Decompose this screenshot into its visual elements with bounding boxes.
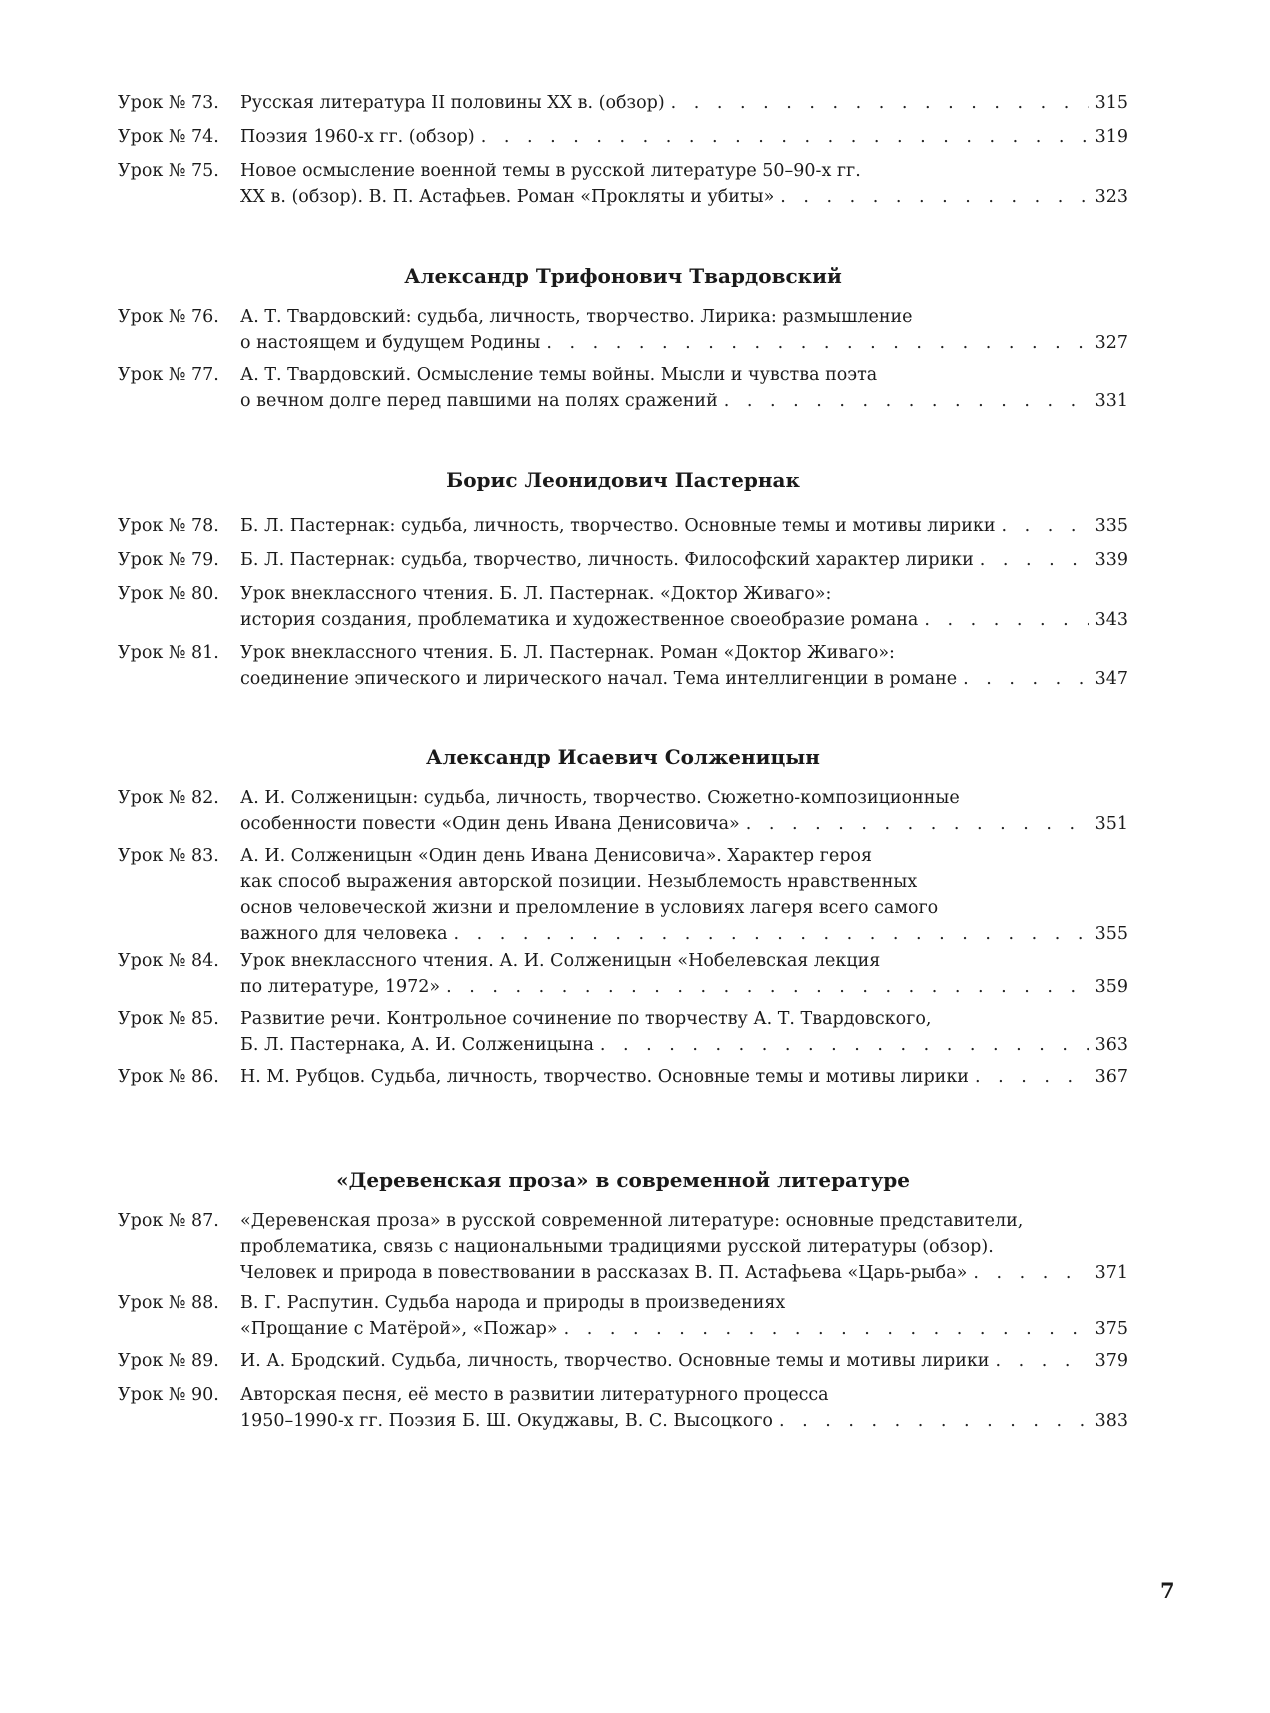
dot-leader [564, 1316, 1089, 1342]
lesson-title-line: Урок внеклассного чтения. А. И. Солженицын «Нобелевская лекция [240, 951, 881, 971]
dot-leader [724, 388, 1089, 414]
lesson-title-line: Человек и природа в повествовании в рассказах В. П. Астафьева «Царь-рыба» [240, 1263, 968, 1283]
toc-entry-lesson-81[interactable] [118, 640, 1128, 692]
dot-leader [671, 90, 1089, 116]
toc-entry-lesson-89[interactable] [118, 1348, 1128, 1374]
lesson-number: Урок № 90. [118, 1385, 219, 1405]
page-ref: 331 [1094, 391, 1128, 411]
dot-leader [546, 330, 1088, 356]
lesson-title-line: А. И. Солженицын: судьба, личность, творчество. Сюжетно-композиционные [240, 788, 960, 808]
dot-leader [454, 921, 1089, 947]
page-number: 7 [1160, 1578, 1175, 1603]
lesson-title-line: А. И. Солженицын «Один день Ивана Денисовича». Характер героя [240, 846, 872, 866]
section-heading-solzhenitsyn: Александр Исаевич Солженицын [426, 745, 820, 769]
toc-entry-lesson-82[interactable] [118, 785, 1128, 837]
lesson-title-line: Урок внеклассного чтения. Б. Л. Пастернак. Роман «Доктор Живаго»: [240, 643, 895, 663]
lesson-number: Урок № 84. [118, 951, 219, 971]
dot-leader [975, 1064, 1089, 1090]
page-ref: 323 [1094, 187, 1128, 207]
dot-leader [779, 1408, 1089, 1434]
lesson-title-line: «Деревенская проза» в русской современной литературе: основные представители, [240, 1211, 1024, 1231]
lesson-number: Урок № 88. [118, 1293, 219, 1313]
lesson-number: Урок № 82. [118, 788, 219, 808]
section-heading-tvardovsky: Александр Трифонович Твардовский [404, 264, 842, 288]
page-ref: 343 [1094, 610, 1128, 630]
lesson-title: Н. М. Рубцов. Судьба, личность, творчество. Основные темы и мотивы лирики [240, 1067, 969, 1087]
page-ref: 371 [1094, 1263, 1128, 1283]
section-heading-village-prose: «Деревенская проза» в современной литературе [336, 1168, 910, 1192]
lesson-number: Урок № 74. [118, 127, 219, 147]
toc-entry-lesson-87[interactable] [118, 1208, 1128, 1286]
toc-entry-lesson-83[interactable] [118, 843, 1128, 947]
lesson-number: Урок № 86. [118, 1067, 219, 1087]
page-ref: 347 [1094, 669, 1128, 689]
toc-entry-lesson-84[interactable] [118, 948, 1128, 1000]
lesson-title-line: история создания, проблематика и художественное своеобразие романа [240, 610, 919, 630]
toc-entry-lesson-88[interactable] [118, 1290, 1128, 1342]
lesson-number: Урок № 85. [118, 1009, 219, 1029]
lesson-number: Урок № 80. [118, 584, 219, 604]
page-ref: 327 [1094, 333, 1128, 353]
section-heading-pasternak: Борис Леонидович Пастернак [446, 468, 800, 492]
page-ref: 367 [1094, 1067, 1128, 1087]
page-ref: 383 [1094, 1411, 1128, 1431]
page-ref: 379 [1094, 1351, 1128, 1371]
lesson-number: Урок № 83. [118, 846, 219, 866]
lesson-number: Урок № 87. [118, 1211, 219, 1231]
toc-entry-lesson-74[interactable] [118, 124, 1128, 150]
toc-entry-lesson-86[interactable] [118, 1064, 1128, 1090]
lesson-title-line: важного для человека [240, 924, 448, 944]
lesson-title: И. А. Бродский. Судьба, личность, творчество. Основные темы и мотивы лирики [240, 1351, 990, 1371]
lesson-title-line: по литературе, 1972» [240, 977, 441, 997]
page-ref: 319 [1094, 127, 1128, 147]
toc-entry-lesson-90[interactable] [118, 1382, 1128, 1434]
lesson-title-line: как способ выражения авторской позиции. Незыблемость нравственных [240, 872, 918, 892]
dot-leader [995, 1348, 1088, 1374]
toc-entry-lesson-85[interactable] [118, 1006, 1128, 1058]
lesson-number: Урок № 76. [118, 307, 219, 327]
toc-entry-lesson-80[interactable] [118, 581, 1128, 633]
lesson-number: Урок № 75. [118, 161, 219, 181]
lesson-title-line: о настоящем и будущем Родины [240, 333, 541, 353]
lesson-title-line: Развитие речи. Контрольное сочинение по творчеству А. Т. Твардовского, [240, 1009, 932, 1029]
lesson-title-line: XX в. (обзор). В. П. Астафьев. Роман «Прокляты и убиты» [240, 187, 775, 207]
lesson-title-line: соединение эпического и лирического начал. Тема интеллигенции в романе [240, 669, 958, 689]
lesson-title-line: Авторская песня, её место в развитии литературного процесса [240, 1385, 829, 1405]
toc-entry-lesson-75[interactable] [118, 158, 1128, 210]
dot-leader [1001, 513, 1088, 539]
lesson-title-line: проблематика, связь с национальными традициями русской литературы (обзор). [240, 1237, 994, 1257]
dot-leader [446, 974, 1088, 1000]
lesson-title-line: основ человеческой жизни и преломление в условиях лагеря всего самого [240, 898, 939, 918]
lesson-number: Урок № 78. [118, 516, 219, 536]
page-ref: 315 [1094, 93, 1128, 113]
dot-leader [600, 1032, 1089, 1058]
dot-leader [963, 666, 1088, 692]
toc-entry-lesson-73[interactable] [118, 90, 1128, 116]
page-ref: 375 [1094, 1319, 1128, 1339]
lesson-title-line: Новое осмысление военной темы в русской литературе 50–90-х гг. [240, 161, 861, 181]
dot-leader [924, 607, 1088, 633]
dot-leader [980, 547, 1089, 573]
lesson-number: Урок № 79. [118, 550, 219, 570]
page-ref: 351 [1094, 814, 1128, 834]
page-ref: 339 [1094, 550, 1128, 570]
toc-entry-lesson-79[interactable] [118, 547, 1128, 573]
lesson-title-line: «Прощание с Матёрой», «Пожар» [240, 1319, 558, 1339]
dot-leader [481, 124, 1089, 150]
lesson-title-line: особенности повести «Один день Ивана Денисовича» [240, 814, 740, 834]
lesson-title-line: Б. Л. Пастернака, А. И. Солженицына [240, 1035, 594, 1055]
page-ref: 335 [1094, 516, 1128, 536]
toc-entry-lesson-77[interactable] [118, 362, 1128, 414]
lesson-title: Б. Л. Пастернак: судьба, личность, творчество. Основные темы и мотивы лирики [240, 516, 996, 536]
toc-entry-lesson-78[interactable] [118, 513, 1128, 539]
dot-leader [973, 1260, 1088, 1286]
lesson-title-line: 1950–1990-х гг. Поэзия Б. Ш. Окуджавы, В. С. Высоцкого [240, 1411, 773, 1431]
page-ref: 359 [1094, 977, 1128, 997]
dot-leader [780, 184, 1088, 210]
lesson-number: Урок № 81. [118, 643, 219, 663]
lesson-title-line: Урок внеклассного чтения. Б. Л. Пастернак. «Доктор Живаго»: [240, 584, 832, 604]
lesson-number: Урок № 77. [118, 365, 219, 385]
lesson-title-line: В. Г. Распутин. Судьба народа и природы в произведениях [240, 1293, 786, 1313]
dot-leader [746, 811, 1089, 837]
page-ref: 355 [1094, 924, 1128, 944]
lesson-title: Поэзия 1960-х гг. (обзор) [240, 127, 475, 147]
lesson-title: Б. Л. Пастернак: судьба, творчество, личность. Философский характер лирики [240, 550, 974, 570]
toc-entry-lesson-76[interactable] [118, 304, 1128, 356]
lesson-title-line: А. Т. Твардовский: судьба, личность, творчество. Лирика: размышление [240, 307, 913, 327]
lesson-title-line: А. Т. Твардовский. Осмысление темы войны. Мысли и чувства поэта [240, 365, 878, 385]
lesson-number: Урок № 89. [118, 1351, 219, 1371]
lesson-number: Урок № 73. [118, 93, 219, 113]
lesson-title: Русская литература II половины XX в. (обзор) [240, 93, 665, 113]
lesson-title-line: о вечном долге перед павшими на полях сражений [240, 391, 718, 411]
page-ref: 363 [1094, 1035, 1128, 1055]
